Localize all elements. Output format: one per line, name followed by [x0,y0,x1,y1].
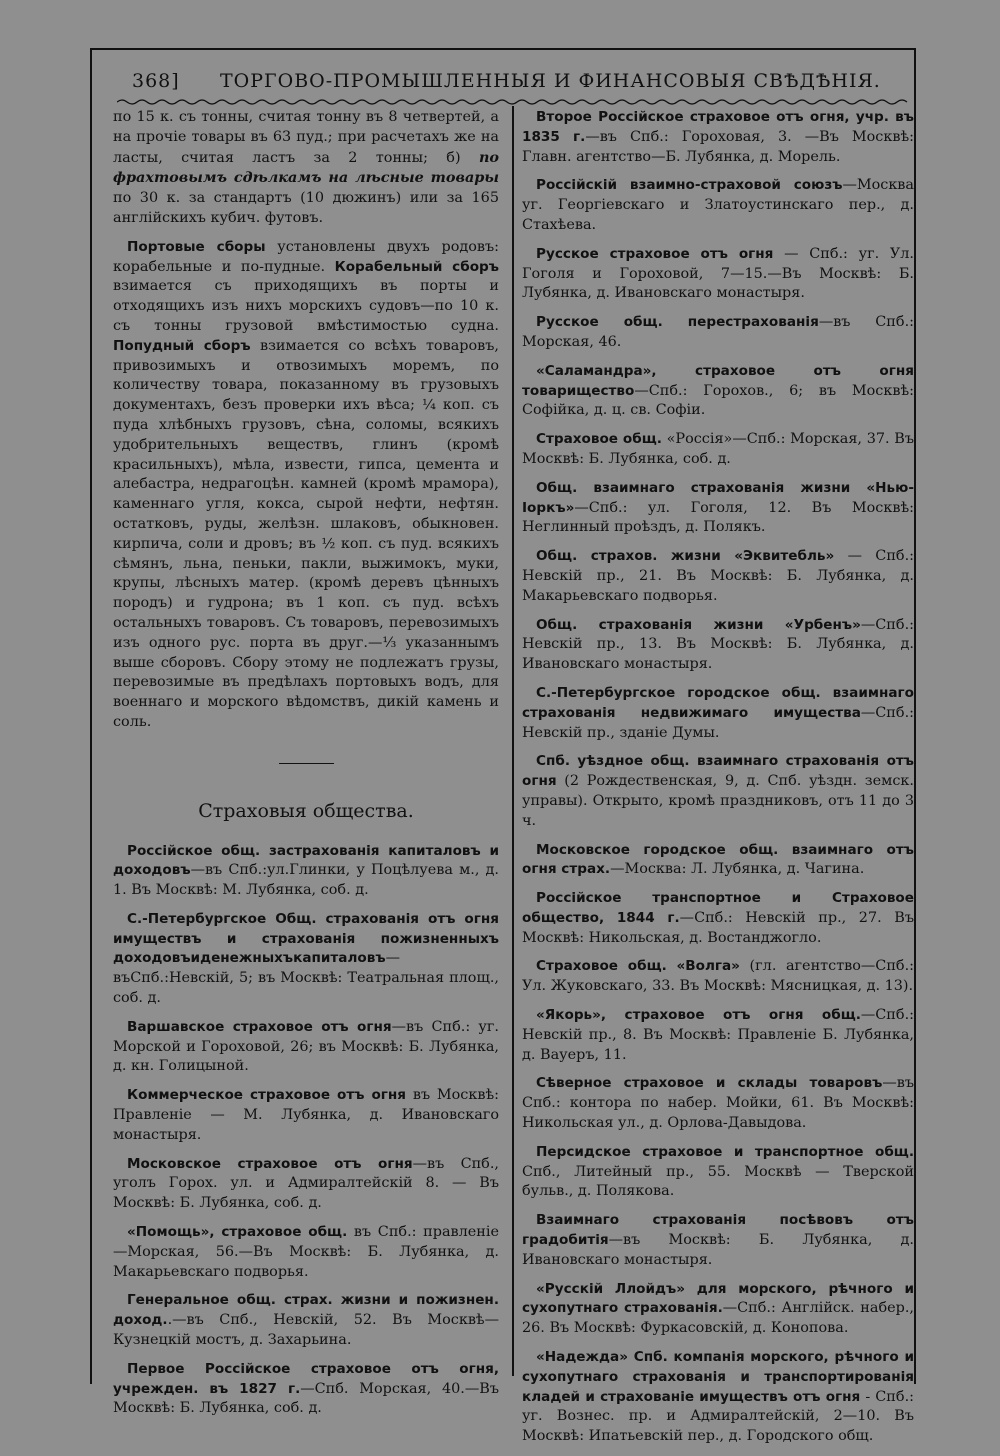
text-run: взимается со всѣхъ товаровъ, привозимыхъ и отвозимыхъ моремъ, по количеству товара, показанному въ грузовыхъ документахъ, безъ проверки ихъ вѣса; ¼ коп. съ пуда хлѣбныхъ грузовъ, сѣна, соломы, всякихъ удобрительныхъ веществъ, глинъ (кромѣ красильныхъ), мѣла, извести, гипса, цемента и алебастра, недрагоцѣн. камней (кромѣ мрамора), каменнаго угля, кокса, сырой нефти, нефтян. остатковъ, руды, желѣзн. шлаковъ, обыкновен. кирпича, соли и дровъ; въ ½ коп. съ пуд. всякихъ сѣмянъ, льна, пеньки, пакли, выжимокъ, муки, крупы, лѣсныхъ матер. (кромѣ деревъ цѣнныхъ породъ) и гудрона; въ 1 коп. съ пуд. всѣхъ остальныхъ товаровъ. Съ товаровъ, перевозимыхъ изъ одного рус. порта въ друг.—⅓ указаннымъ выше сборовъ. Сбору этому не подлежатъ грузы, перевозимые въ предѣлахъ портовыхъ водъ, для военнаго и морского вѣдомствъ, дикій камень и соль. [113,337,499,730]
text-run: по 15 к. съ тонны, считая тонну въ 8 четвертей, а на прочіе товары въ 63 пуд.; при расчетахъ же на ласты, считая ластъ за 2 тонны; б) [113,109,499,166]
entry-name: Страховое общ. «Волга» [536,958,740,975]
header-wavy-rule [117,98,912,106]
entry-item [522,547,914,606]
entry-item [522,1006,914,1065]
column-divider [512,106,514,1376]
entry-item [522,176,914,235]
entry-address: —Спб.: Невскій пр., 27. Въ Москвѣ: Никольская, д. Востанджогло. [522,909,914,946]
entry-name: Московское городское общ. взаимнаго отъ огня страх. [522,841,914,878]
page-header [92,66,914,100]
entry-name: Россійское транспортное и Страховое общество, 1844 г. [522,890,914,926]
page-number: 368] [132,70,180,92]
entry-name: Россійскій взаимно-страховой союзъ [536,177,843,194]
italic-run: по фрахтовымъ сдѣлкамъ на лѣсные товары [113,148,499,187]
entry-item [522,752,914,831]
entry-item [113,910,499,1009]
entry-address: —въ Спб.: Гороховая, 3. —Въ Москвѣ: Главн. агентство—Б. Лубянка, д. Морель. [522,128,914,165]
entry-address: .—въ Спб., Невскій, 52. Въ Москвѣ—Кузнецкій мостъ, д. Захарьина. [113,1312,499,1349]
entry-address: —въ Спб.: уг. Морской и Гороховой, 26; въ Москвѣ: Б. Лубянка, д. кн. Голицыной. [113,1018,499,1075]
entry-name: С.-Петербургское Общ. страхованія отъ огня имуществъ и страхованія пожизненныхъ доходовъиденежныхъкапиталовъ [113,910,499,967]
left-entries [113,842,499,1420]
entry-name: «Якорь», страховое отъ огня общ. [536,1007,861,1024]
bold-run: Попудный сборъ [113,337,251,354]
entry-name: Общ. страхованія жизни «Урбенъ» [536,616,861,633]
entry-item [522,1348,914,1447]
entry-name: Коммерческое страховое отъ огня [127,1087,407,1104]
entry-name: «Русскій Ллойдъ» для морского, рѣчного и сухопутнаго страхованія. [522,1280,914,1317]
entry-name: Россійское общ. застрахованія капиталовъ и доходовъ [113,842,499,879]
right-entries [522,108,914,1447]
entry-address: —Спб.: Невскій пр., 13. Въ Москвѣ: Б. Лубянка, д. Ивановскаго монастыря. [522,616,914,673]
entry-name: Московское страховое отъ огня [127,1155,413,1172]
entry-name: Страховое общ. [536,431,662,448]
entry-item [113,1291,499,1350]
entry-item [113,1360,499,1419]
running-title: ТОРГОВО-ПРОМЫШЛЕННЫЯ И ФИНАНСОВЫЯ СВѢДѢНІЯ. [220,70,881,92]
entry-address: —въ Спб.: Морская, 46. [522,314,914,350]
entry-name: Русское общ. перестрахованія [536,314,819,331]
entry-name: Спб. уѣздное общ. взаимнаго страхованія отъ огня [522,753,914,790]
entry-item [522,616,914,675]
text-run: взимается съ приходящихъ въ порты и отходящихъ изъ нихъ морскихъ судовъ—по 10 к. съ тонны грузовой вмѣстимостью судна. [113,278,499,334]
entry-item [522,313,914,353]
entry-address: —Москва уг. Георгіевскаго и Златоустинскаго пер., д. Стахѣева. [522,177,914,233]
entry-item [522,479,914,538]
entry-address: —Спб.: Невскій пр., зданіе Думы. [522,704,914,741]
entry-item [522,841,914,881]
entry-address: —въ Москвѣ: Б. Лубянка, д. Ивановскаго монастыря. [522,1232,914,1268]
entry-address: —Спб.: Англійск. набер., 26. Въ Москвѣ: Фуркасовскій, д. Конопова. [522,1300,914,1337]
entry-address: —Спб. Морская, 40.—Въ Москвѣ: Б. Лубянка, соб. д. [113,1380,499,1417]
bold-run: Корабельный сборъ [334,258,499,275]
bold-run: Портовые сборы [127,238,266,255]
entry-address: —Спб.: Горохов., 6; въ Москвѣ: Софійка, д. ц. св. Софіи. [522,382,914,419]
entry-name: Первое Россійское страховое отъ огня, учрежден. въ 1827 г. [113,1360,499,1397]
entry-address: —въ Спб., уголъ Горох. ул. и Адмиралтейскій 8. — Въ Москвѣ: Б. Лубянка, соб. д. [113,1155,499,1212]
entry-address: —въСпб.:Невскій, 5; въ Москвѣ: Театральная площ., соб. д. [113,950,499,1007]
entry-item [113,1018,499,1077]
entry-address: —въ Спб.:ул.Глинки, у Поцѣлуева м., д. 1. Въ Москвѣ: М. Лубянка, соб. д. [113,862,499,899]
entry-name: Взаимнаго страхованія посѣвовъ отъ градобитія [522,1212,914,1249]
entry-name: Русское страховое отъ огня [536,245,774,262]
entry-name: Генеральное общ. страх. жизни и пожизнен. доход. [113,1292,499,1329]
entry-item [522,889,914,948]
entry-item [522,430,914,470]
entry-address: —Спб.: ул. Гоголя, 12. Въ Москвѣ: Неглинный проѣздъ, д. Полякъ. [522,499,914,536]
entry-item [522,1074,914,1133]
entry-name: Сѣверное страховое и склады товаровъ [536,1075,883,1092]
entry-address: Спб., Литейный пр., 55. Москвѣ — Тверской бульв., д. Полякова. [522,1163,914,1200]
entry-address: — Спб.: уг. Ул. Гоголя и Гороховой, 7—15.—Въ Москвѣ: Б. Лубянка, д. Ивановскаго монастыря. [522,245,915,302]
paragraph-port-fees [113,238,499,733]
entry-address: —Москва: Л. Лубянка, д. Чагина. [610,861,865,878]
entry-item [113,1223,499,1282]
entry-item [113,1086,499,1145]
page-frame [90,48,916,1445]
entry-address: —Спб.: Невскій пр., 8. Въ Москвѣ: Правленіе Б. Лубянка, д. Вауеръ, 11. [522,1007,914,1063]
entry-name: Персидское страховое и транспортное общ. [536,1143,914,1160]
entry-name: Второе Россійское страховое отъ огня, учр. въ 1835 г. [522,109,914,145]
section-divider [279,763,334,764]
entry-address: — Спб.: Невскій пр., 21. Въ Москвѣ: Б. Лубянка, д. Макарьевскаго подворья. [522,548,914,604]
entry-address: (2 Рождественская, 9, д. Спб. уѣздн. земск. управы). Открыто, кромѣ праздниковъ, отъ 11 до 3 ч. [522,773,914,829]
entry-item [522,1143,914,1202]
section-title: Страховыя общества. [198,799,414,822]
entry-name: «Помощь», страховое общ. [127,1224,348,1241]
entry-name: Общ. взаимнаго страхованія жизни «Нью-Іоркъ» [522,479,914,516]
entry-item [522,362,914,421]
entry-item [522,684,914,743]
entry-name: «Надежда» Спб. компанія морского, рѣчного и сухопутнаго страхованія и транспортированія кладей и страхованіе имуществъ отъ огня [522,1349,914,1405]
paragraph-freight [113,108,499,229]
left-column [113,108,499,1428]
entry-item [522,108,914,167]
entry-name: Общ. страхов. жизни «Эквитебль» [536,548,835,565]
entry-address: (гл. агентство—Спб.: Ул. Жуковскаго, 33. Въ Москвѣ: Мясницкая, д. 13). [522,958,914,995]
entry-address: - Спб.: уг. Вознес. пр. и Адмиралтейскій, 2—10. Въ Москвѣ: Ипатьевскій пер., д. Городского общ. [522,1388,914,1445]
entry-item [522,1280,914,1339]
entry-address: въ Москвѣ: Правленіе — М. Лубянка, д. Ивановскаго монастыря. [113,1087,499,1143]
entry-item [522,957,914,997]
entry-address: —въ Спб.: контора по набер. Мойки, 61. Въ Москвѣ: Никольская ул., д. Орлова-Давыдова. [522,1075,914,1132]
entry-address: въ Спб.: правленіе—Морская, 56.—Въ Москвѣ: Б. Лубянка, д. Макарьевскаго подворья. [113,1224,499,1280]
entry-name: С.-Петербургское городское общ. взаимнаго страхованія недвижимаго имущества [522,684,914,721]
entry-item [113,1155,499,1214]
entry-item [113,842,499,901]
text-run: установлены двухъ родовъ: корабельные и по-пудные. [113,238,499,275]
entry-address: «Россія»—Спб.: Морская, 37. Въ Москвѣ: Б. Лубянка, соб. д. [522,431,914,467]
right-column [522,108,914,1456]
entry-item [522,245,914,304]
entry-name: Варшавское страховое отъ огня [127,1018,392,1035]
entry-name: «Саламандра», страховое отъ огня товарищество [522,362,914,399]
text-run: по 30 к. за стандартъ (10 дюжинъ) или за 165 англійскихъ кубич. футовъ. [113,190,499,226]
entry-item [522,1211,914,1270]
